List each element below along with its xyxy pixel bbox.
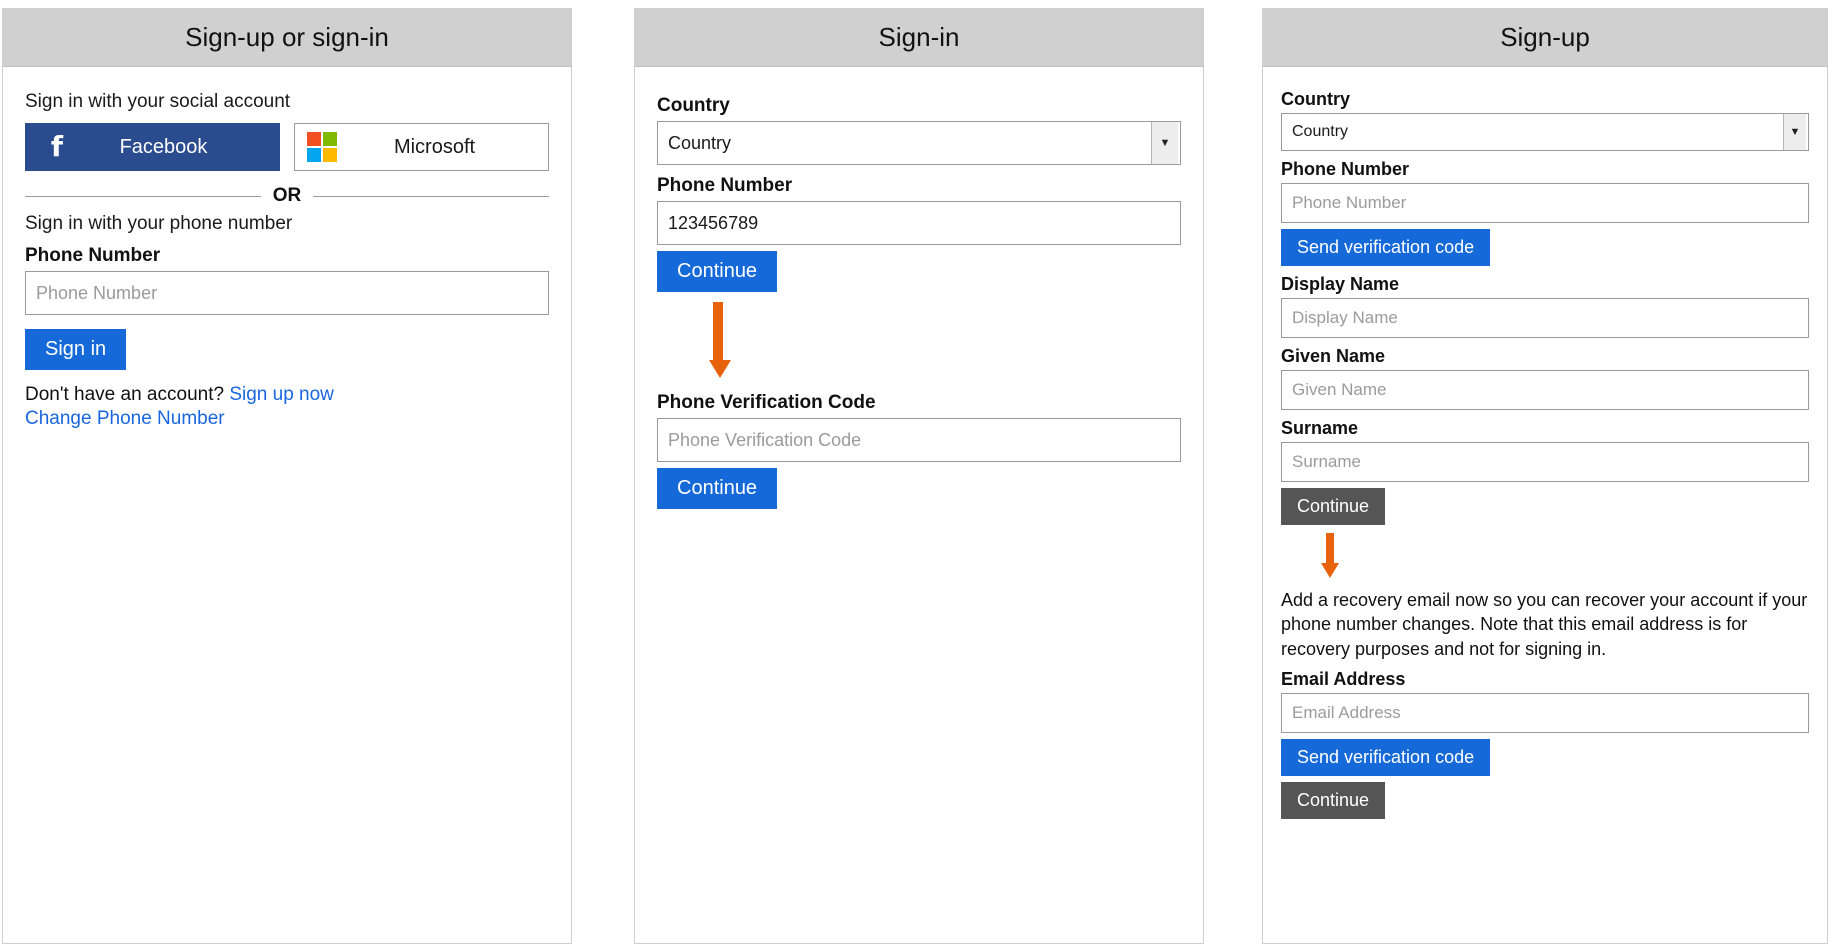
sign-up-now-link[interactable]: Sign up now xyxy=(229,384,334,405)
change-phone-number-link[interactable]: Change Phone Number xyxy=(25,408,225,429)
flow-arrow-down-icon xyxy=(1281,533,1809,578)
given-name-input[interactable] xyxy=(1281,370,1809,410)
surname-input[interactable] xyxy=(1281,442,1809,482)
or-divider xyxy=(25,185,549,207)
account-prompt-row xyxy=(25,384,549,406)
social-account-lead: Sign in with your social account xyxy=(25,91,291,112)
continue-button-verification[interactable]: Continue xyxy=(657,468,777,509)
phone-verification-code-input[interactable] xyxy=(657,418,1181,462)
microsoft-button-label: Microsoft xyxy=(393,135,476,158)
given-name-label: Given Name xyxy=(1281,346,1386,366)
country-select-value: Country xyxy=(1292,123,1349,140)
send-verification-code-button-phone[interactable]: Send verification code xyxy=(1281,229,1490,266)
panel-title-signup: Sign-up xyxy=(1263,9,1827,67)
recovery-email-description: Add a recovery email now so you can recover your account if your phone number changes. Note that this email address is for recovery purposes and not for signing in. xyxy=(1281,590,1808,659)
continue-button-profile[interactable]: Continue xyxy=(1281,488,1385,525)
continue-button-email[interactable]: Continue xyxy=(1281,782,1385,819)
panel-title-signup-or-signin: Sign-up or sign-in xyxy=(3,9,571,67)
display-name-input[interactable] xyxy=(1281,298,1809,338)
phone-number-label: Phone Number xyxy=(1281,159,1410,179)
country-select[interactable] xyxy=(657,121,1181,165)
phone-verification-code-label: Phone Verification Code xyxy=(657,392,876,413)
panel-signup-or-signin xyxy=(2,8,572,944)
microsoft-logo-icon xyxy=(307,132,337,162)
phone-number-input[interactable] xyxy=(1281,183,1809,223)
panel-signin xyxy=(634,8,1204,944)
phone-number-label: Phone Number xyxy=(657,175,793,196)
microsoft-signin-button[interactable] xyxy=(294,123,549,171)
facebook-signin-button[interactable] xyxy=(25,123,280,171)
account-prompt-text: Don't have an account? xyxy=(25,384,225,405)
chevron-down-icon: ▼ xyxy=(1783,114,1806,150)
panel-body-signup-or-signin xyxy=(3,67,571,430)
email-address-label: Email Address xyxy=(1281,668,1406,689)
chevron-down-icon: ▼ xyxy=(1151,122,1178,164)
country-label: Country xyxy=(1281,89,1350,109)
panel-body-signup xyxy=(1263,67,1827,819)
surname-label: Surname xyxy=(1281,418,1359,438)
facebook-button-label: Facebook xyxy=(119,135,208,158)
phone-signin-lead: Sign in with your phone number xyxy=(25,213,293,234)
flow-arrow-down-icon xyxy=(657,302,1181,378)
display-name-label: Display Name xyxy=(1281,274,1400,294)
panel-signup xyxy=(1262,8,1828,944)
social-buttons-row xyxy=(25,123,549,171)
country-label: Country xyxy=(657,95,730,116)
send-verification-code-button-email[interactable]: Send verification code xyxy=(1281,739,1490,776)
country-select-value: Country xyxy=(668,132,732,153)
divider-line-right xyxy=(313,196,549,197)
country-select[interactable] xyxy=(1281,113,1809,151)
or-label: OR xyxy=(272,185,302,206)
email-address-input[interactable] xyxy=(1281,693,1809,733)
panel-body-signin xyxy=(635,67,1203,509)
facebook-icon: f xyxy=(50,130,64,163)
phone-number-input[interactable] xyxy=(25,271,549,315)
sign-in-button[interactable]: Sign in xyxy=(25,329,126,370)
panel-title-signin: Sign-in xyxy=(635,9,1203,67)
phone-number-input[interactable] xyxy=(657,201,1181,245)
phone-number-label: Phone Number xyxy=(25,245,161,266)
continue-button-phone[interactable]: Continue xyxy=(657,251,777,292)
divider-line-left xyxy=(25,196,261,197)
